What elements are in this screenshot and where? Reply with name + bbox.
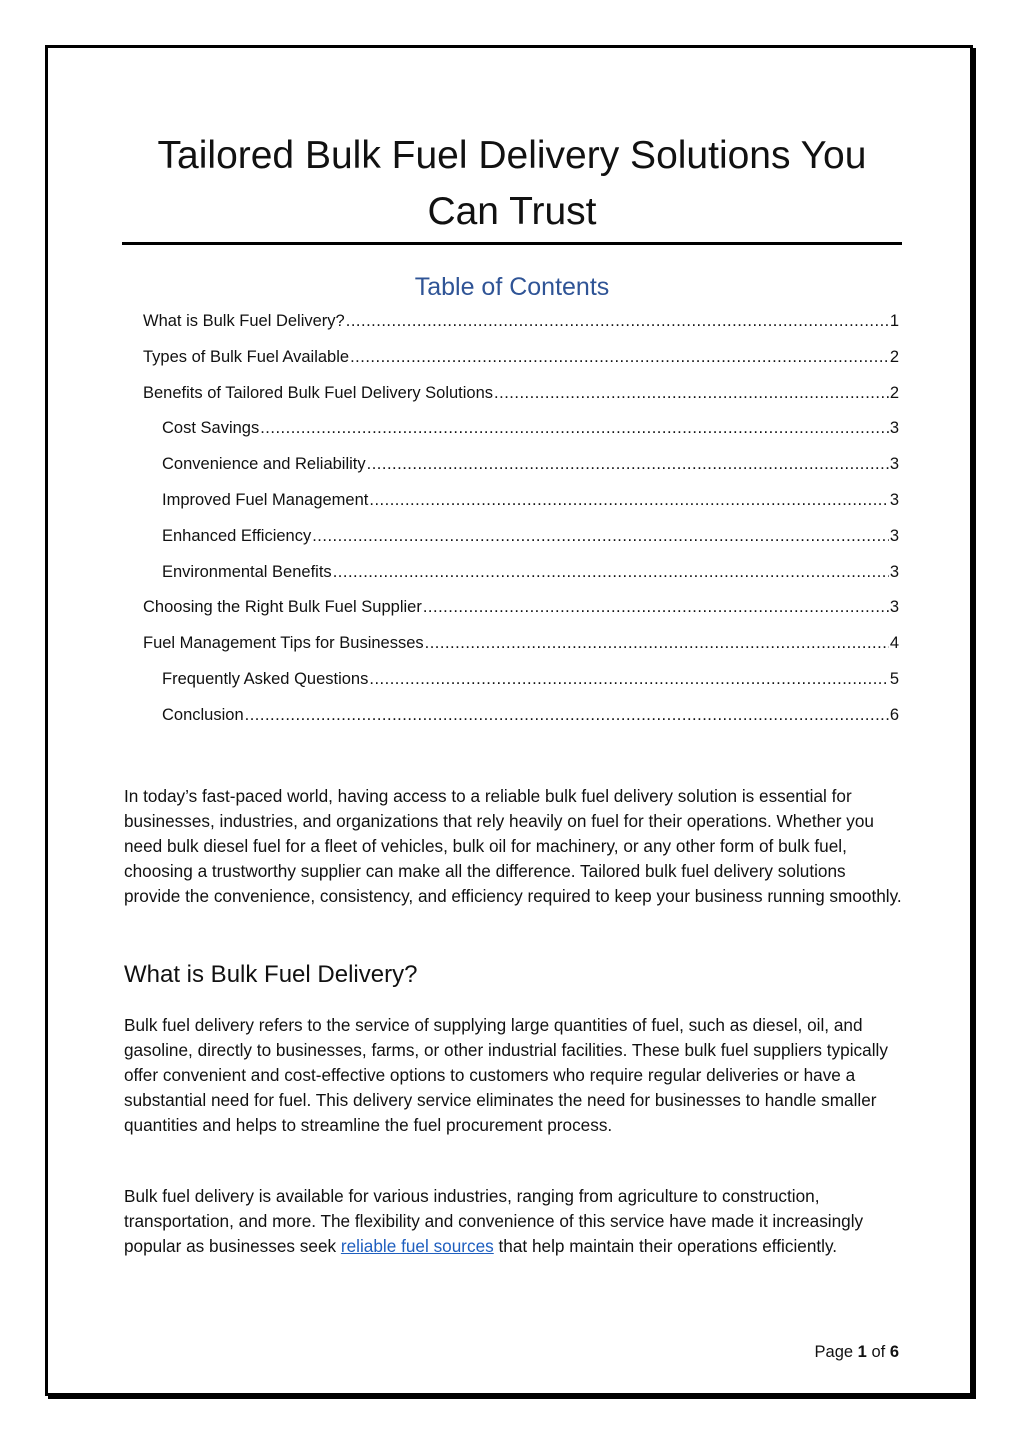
toc-entry[interactable] xyxy=(143,447,899,483)
section-paragraph-2 xyxy=(124,1184,904,1259)
toc-entry-title: Conclusion xyxy=(162,705,244,724)
toc-entry-page: 3 xyxy=(889,455,899,474)
page-number-footer xyxy=(700,1340,899,1364)
document-title: Tailored Bulk Fuel Delivery Solutions You Can Trust xyxy=(157,134,867,233)
title-underline xyxy=(122,242,902,245)
toc-entry-page: 2 xyxy=(889,347,899,366)
of-label: of xyxy=(871,1343,886,1361)
toc-entry-title: Frequently Asked Questions xyxy=(162,669,369,688)
toc-entry-page: 6 xyxy=(889,705,899,724)
toc-entry-title: Fuel Management Tips for Businesses xyxy=(143,634,424,653)
toc-entry[interactable] xyxy=(143,376,899,412)
toc-entry-page: 4 xyxy=(889,634,899,653)
toc-dot-leader xyxy=(425,626,889,662)
toc-heading: Table of Contents xyxy=(414,273,610,301)
toc-entry[interactable] xyxy=(143,555,899,591)
toc-dot-leader xyxy=(367,447,889,483)
toc-entry-title: What is Bulk Fuel Delivery? xyxy=(143,312,345,330)
toc-entry-page: 3 xyxy=(889,598,899,617)
toc-dot-leader xyxy=(260,411,889,447)
toc-entry-page: 3 xyxy=(889,562,899,581)
paragraph-text: that help maintain their operations efficiently. xyxy=(493,1236,838,1257)
section-paragraph-1: Bulk fuel delivery refers to the service of supplying large quantities of fuel, such as diesel, oil, and gasoline, directly to businesses, farms, or other industrial facilities. These bulk fuel suppliers typically offer convenient and cost-effective options to customers who require regular deliveries or have a substantial need for fuel. This delivery service eliminates the need for businesses to handle smaller quantities and helps to streamline the fuel procurement process. xyxy=(124,1015,888,1136)
toc-dot-leader xyxy=(369,483,888,519)
toc-entry-title: Choosing the Right Bulk Fuel Supplier xyxy=(143,598,422,617)
toc-entry-page: 3 xyxy=(889,419,899,438)
paragraph-text: Bulk fuel delivery is available for various industries, ranging from agriculture to construction, transportation, and more. The flexibility and convenience of this service have made it increasingly popular as businesses seek xyxy=(124,1186,864,1257)
toc-entry[interactable] xyxy=(143,304,899,340)
toc-entry[interactable] xyxy=(143,340,899,376)
current-page-number: 1 xyxy=(857,1343,867,1361)
toc-dot-leader xyxy=(350,340,889,376)
toc-entry-page: 2 xyxy=(889,383,899,402)
total-page-count: 6 xyxy=(889,1343,899,1361)
toc-entry-page: 5 xyxy=(889,669,899,688)
toc-dot-leader xyxy=(369,662,888,698)
toc-entry-title: Improved Fuel Management xyxy=(162,490,369,509)
toc-entry-title: Enhanced Efficiency xyxy=(162,526,312,545)
toc-dot-leader xyxy=(312,519,889,555)
toc-dot-leader xyxy=(423,590,889,626)
table-of-contents xyxy=(143,304,899,734)
toc-entry[interactable] xyxy=(143,411,899,447)
toc-entry[interactable] xyxy=(143,698,899,734)
toc-entry[interactable] xyxy=(143,590,899,626)
toc-entry-page: 1 xyxy=(889,312,899,330)
toc-entry[interactable] xyxy=(143,626,899,662)
toc-entry-title: Types of Bulk Fuel Available xyxy=(143,347,350,366)
toc-dot-leader xyxy=(346,304,889,340)
toc-entry-title: Cost Savings xyxy=(162,419,260,438)
toc-entry-title: Convenience and Reliability xyxy=(162,455,366,474)
section-heading: What is Bulk Fuel Delivery? xyxy=(124,961,418,988)
toc-entry-page: 3 xyxy=(889,490,899,509)
toc-entry-title: Environmental Benefits xyxy=(162,562,332,581)
page-label: Page xyxy=(814,1343,854,1361)
toc-entry-page: 3 xyxy=(889,526,899,545)
toc-dot-leader xyxy=(494,376,889,412)
toc-entry[interactable] xyxy=(143,483,899,519)
toc-entry-title: Benefits of Tailored Bulk Fuel Delivery Solutions xyxy=(143,383,494,402)
toc-entry[interactable] xyxy=(143,519,899,555)
toc-entry[interactable] xyxy=(143,662,899,698)
toc-dot-leader xyxy=(333,555,889,591)
intro-paragraph: In today’s fast-paced world, having access to a reliable bulk fuel delivery solution is essential for businesses, industries, and organizations that rely heavily on fuel for their operations. Whether you need bulk diesel fuel for a fleet of vehicles, bulk oil for machinery, or any other form of bulk fuel, choosing a trustworthy supplier can make all the difference. Tailored bulk fuel delivery solutions provide the convenience, consistency, and efficiency required to keep your business running smoothly. xyxy=(124,786,902,907)
reliable-fuel-sources-link[interactable]: reliable fuel sources xyxy=(340,1236,494,1257)
toc-dot-leader xyxy=(245,698,889,734)
